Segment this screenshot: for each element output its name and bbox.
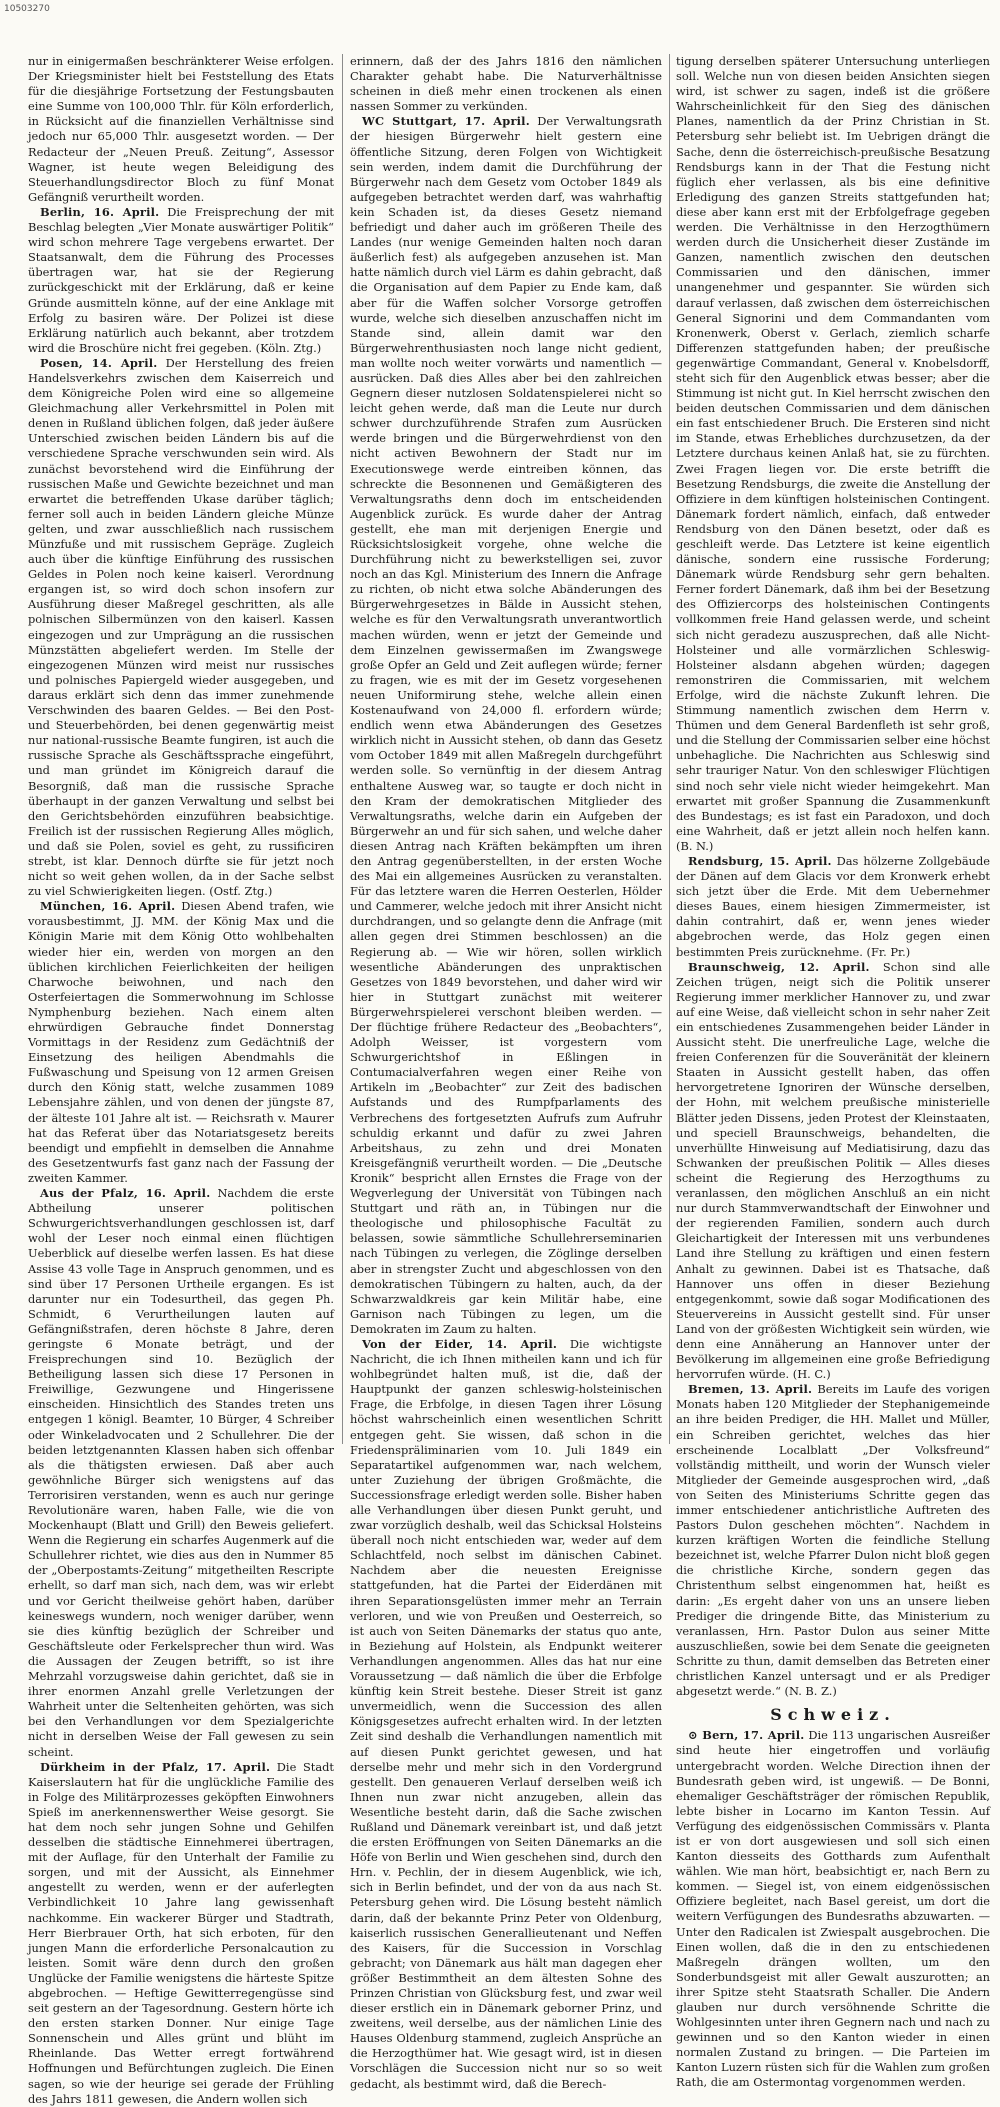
article-text: Die Freisprechung der mit Beschlag belegten „Vier Monate auswärtiger Politik“ wird schon mehrere Tage vergebens erwartet. Der Staatsanwalt, dem die Führung des Processes übertragen war, hat sie der Regierung zurückgeschickt mit der Erklärung, daß er keine Gründe ausmitteln könne, auf der eine Anklage mit Erfolg zu basiren wäre. Der Polizei ist diese Erklärung natürlich auch bekannt, aber trotzdem wird die Broschüre nicht frei gegeben. (Köln. Ztg.) [28, 204, 334, 355]
column-2 [350, 54, 663, 2091]
article-text: Nachdem die erste Abtheilung unserer politischen Schwurgerichtsverhandlungen geschlossen ist, darf wohl der Leser noch einmal einen flüchtigen Ueberblick auf dieselbe werfen lassen. Es hat diese Assise 43 volle Tage in Anspruch genommen, und es sind über 17 Personen Urtheile ergangen. Es ist darunter nur ein Todesurtheil, das gegen Ph. Schmidt, 6 Verurtheilungen lauten auf Gefängnißstrafen, deren höchste 8 Jahre, deren geringste 6 Monate beträgt, und der Freisprechungen sind 10. Bezüglich der Betheiligung lassen sich diese 17 Personen in Freiwillige, Gezwungene und Hingerissene einscheiden. Hinsichtlich des Standes treten uns entgegen 1 königl. Beamter, 10 Bürger, 4 Schreiber oder Winkeladvocaten und 2 Schullehrer. Die der beiden letztgenannten Klassen haben sich offenbar als die thätigsten erwiesen. Daß aber auch gewöhnliche Bürger sich wenigstens auf das Terrorisiren verstanden, wenn es auch nur geringe Revolutionäre waren, haben Falle, wie die von Mockenhaupt (Blatt und Grill) den Beweis geliefert. Wenn die Regierung ein scharfes Augenmerk auf die Schullehrer richtet, wie dies aus den in Nummer 85 der „Oberpostamts-Zeitung“ mitgetheilten Rescripte erhellt, so darf man sich, nach dem, was wir erlebt und vor Gericht theilweise gehört haben, darüber keineswegs wundern, noch weniger darüber, wenn sie dies künftig bezüglich der Schreiber und Geschäftsleute oder Ferkelsprecher thun wird. Was die Aussagen der Zeugen betrifft, so ist ihre Mehrzahl vorzugsweise dahin gerichtet, daß sie in ihrer enormen Anzahl grelle Verletzungen der Wahrheit unter die Seltenheiten gehörten, was sich bei den Verhandlungen vor dem Spezialgerichte nicht in derselben Weise der Fall gewesen zu sein scheint. [28, 1186, 334, 1759]
article-paragraph [28, 205, 334, 356]
column-rule [342, 54, 343, 1444]
dateline: Von der Eider, 14. April. [362, 1336, 558, 1351]
article-paragraph [28, 1760, 334, 2107]
dateline: ⊙ Bern, 17. April. [688, 1728, 805, 1743]
article-text: Die wichtigste Nachricht, die ich Ihnen mitheilen kann und ich für wohlbegründet halten muß, ist die, daß der Hauptpunkt der ganzen schleswig-holsteinischen Frage, die Erbfolge, in diesen Tagen ihrer Lösung höchst wahrscheinlich einen wesentlichen Schritt entgegen geht. Sie wissen, daß schon in die Friedenspräliminarien vom 10. Juli 1849 ein Separatartikel aufgenommen war, nach welchem, unter Zuziehung der übrigen Großmächte, die Successionsfrage erledigt werden solle. Bisher haben alle Verhandlungen über diesen Punkt geruht, und zwar vorzüglich deshalb, weil das Schicksal Holsteins überall noch nicht entschieden war, weder auf dem Schlachtfeld, noch selbst im dänischen Cabinet. Nachdem aber die neuesten Ereignisse stattgefunden, hat die Partei der Eiderdänen mit ihren Separationsgelüsten immer mehr an Terrain verloren, und wie von Preußen und Oesterreich, so ist auch von Seiten Dänemarks der status quo ante, in Beziehung auf Holstein, als Endpunkt weiterer Verhandlungen angenommen. Alles das hat nur eine Voraussetzung — daß nämlich die über die Erbfolge künftig kein Streit bestehe. Dieser Streit ist ganz unvermeidlich, wenn die Succession des allen Königsgesetzes aufrecht erhalten wird. In der letzten Zeit sind deshalb die Verhandlungen namentlich mit auf diesen Punkt gerichtet gewesen, und hat derselbe mehr und mehr sich in den Vordergrund gestellt. Den genaueren Verlauf derselben weiß ich Ihnen nun zwar nicht anzugeben, allein das Wesentliche besteht darin, daß die Sache zwischen Rußland und Dänemark vereinbart ist, und daß jetzt die ersten Eröffnungen von Seiten Dänemarks an die Höfe von Berlin und Wien geschehen sind, durch den Hrn. v. Pechlin, der in diesem Augenblick, wie ich, sich in Berlin befindet, und der von da aus nach St. Petersburg gehen wird. Die Lösung besteht nämlich darin, daß der bekannte Prinz Peter von Oldenburg, kaiserlich russischen Generallieutenant und Neffen des Kaisers, für die Succession in Vorschlag gebracht; von Dänemark aus hält man dagegen eher größer Bestimmtheit an dem ältesten Sohne des Prinzen Christian von Glücksburg fest, und zwar weil dieser erstlich ein in Dänemark geborner Prinz, und zweitens, weil derselbe, aus der nämlichen Linie des Hauses Oldenburg stammend, zugleich Ansprüche an die Herzogthümer hat. Wie gesagt wird, ist in diesen Vorschlägen die Succession nicht nur so so weit gedacht, als bestimmt wird, daß die Berech- [350, 1336, 663, 2091]
dateline: WC Stuttgart, 17. April. [362, 114, 530, 129]
dateline: Dürkheim in der Pfalz, 17. April. [40, 1759, 271, 1774]
article-paragraph [676, 854, 990, 960]
dateline: München, 16. April. [40, 899, 176, 914]
article-text: Schon sind alle Zeichen trügen, neigt sich die Politik unserer Regierung immer merklicher Hannover zu, und zwar auf eine Weise, daß vielleicht schon in sehr naher Zeit ein entschiedenes Zusammengehen beider Länder in Aussicht steht. Die unerfreuliche Lage, welche die freien Conferenzen für die Souveränität der kleinern Staaten in Aussicht gestellt haben, das offen hervorgetretene Ignoriren der Wünsche derselben, der Hohn, mit welchem preußische ministerielle Blätter jeden Dissens, jeden Protest der Kleinstaaten, und speciell Braunschweigs, behandelten, die unverhüllte Hinweisung auf Mediatisirung, dazu das Schwanken der preußischen Politik — Alles dieses scheint die Regierung des Herzogthums zu veranlassen, den möglichen Anschluß an ein nicht nur durch Stammverwandtschaft der Einwohner und der regierenden Familien, sondern auch durch Gleichartigkeit der Interessen mit uns verbundenes Land ihre Stellung zu kräftigen und einen festern Anhalt zu gewinnen. Dabei ist es Thatsache, daß Hannover uns offen in dieser Beziehung entgegenkommt, sowie daß sogar Modificationen des Steuervereins in Aussicht gestellt sind. Für unser Land von der größesten Wichtigkeit sein würden, wie denn eine Annäherung an Hannover unter der Bevölkerung im allgemeinen eine große Befriedigung hervorrufen würde. (H. C.) [676, 959, 990, 1382]
article-paragraph [676, 1728, 990, 2090]
article-text: Der Verwaltungsrath der hiesigen Bürgerwehr hielt gestern eine öffentliche Sitzung, deren Folgen von Wichtigkeit sein werden, indem damit die Durchführung der Bürgerwehr nach dem Gesetz vom October 1849 als aufgegeben betrachtet werden darf, was wahrhaftig kein Schaden ist, da dieses Gesetz niemand befriedigt und daher auch im größeren Theile des Landes (nur wenige Gemeinden halten noch daran äußerlich fest) als aufgegeben anzusehen ist. Man hatte nämlich durch viel Lärm es dahin gebracht, daß die Organisation auf dem Papier zu Ende kam, daß aber für die Waffen solcher Vorsorge getroffen wurde, welche sich dieselben anzuschaffen nicht im Stande sind, allein damit war den Bürgerwehrenthusiasten noch lange nicht gedient, man wollte noch weiter vorwärts und namentlich — ausrücken. Daß dies Alles aber bei den zahlreichen Gegnern dieser nutzlosen Soldatenspielerei nicht so leicht gehen werde, daß man die Leute nur durch schwer durchzuführende Strafen zum Ausrücken werde bringen und die Bürgerwehrdienst von den nicht activen Bewohnern der Stadt nur im Executionswege werde eintreiben können, das schreckte die Besonnenen und Gemäßigteren des Verwaltungsraths denn doch im entscheidenden Augenblick zurück. Es wurde daher der Antrag gestellt, ehe man mit derjenigen Energie und Rücksichtslosigkeit vorgehe, ohne welche die Durchführung nicht zu bewerkstelligen sei, zuvor noch an das Kgl. Ministerium des Innern die Anfrage zu richten, ob nicht etwa solche Abänderungen des Bürgerwehrgesetzes in Bälde in Aussicht stehen, welche es für den Verwaltungsrath unverantwortlich machen würden, wenn er jetzt der Gemeinde und dem Einzelnen gewissermaßen im Zwangswege große Opfer an Geld und Zeit auflegen würde; ferner zu fragen, wie es mit der im Gesetz vorgesehenen neuen Uniformirung stehe, welche allein einen Kostenaufwand von 24,000 fl. erfordern würde; endlich wenn etwa Abänderungen des Gesetzes wirklich nicht in Aussicht stehen, ob dann das Gesetz vom October 1849 mit allen Maßregeln durchgeführt werden solle. So vernünftig in der diesem Antrag enthaltene Ausweg war, so taugte er doch nicht in den Kram der demokratischen Mitglieder des Verwaltungsraths, welche darin ein Aufgeben der Bürgerwehr an und für sich sahen, und welche daher diesen Antrag nach Kräften bekämpften um ihren den Antrag gegenüberstellten, in der ersten Woche des Mai ein allgemeines Ausrücken zu veranstalten. Für das letztere waren die Herren Oesterlen, Hölder und Cammerer, welche jedoch mit ihrer Ansicht nicht durchdrangen, und so gelangte denn die Anfrage (mit allen gegen drei Stimmen beschlossen) an die Regierung ab. — Wie wir hören, sollen wirklich wesentliche Abänderungen des unpraktischen Gesetzes von 1849 bevorstehen, und daher wird wir hier in Stuttgart zunächst mit weiterer Bürgerwehrspielerei verschont bleiben werden. — Der flüchtige frühere Redacteur des „Beobachters“, Adolph Weisser, ist vorgestern vom Schwurgerichtshof in Eßlingen in Contumacialverfahren wegen einer Reihe von Artikeln im „Beobachter“ zur Zeit des badischen Aufstands und des Rumpfparlaments des Verbrechens des fortgesetzten Aufrufs zum Aufruhr schuldig erkannt und dafür zu zwei Jahren Arbeitshaus, zu zehn und drei Monaten Kreisgefängniß verurtheilt worden. — Die „Deutsche Kronik“ bespricht allen Ernstes die Frage von der Wegverlegung der Universität von Tübingen nach Stuttgart und räth an, in Tübingen nur die theologische und philosophische Facultät zu belassen, sowie sämmtliche Schullehrerseminarien nach Tübingen zu verlegen, die Zöglinge derselben aber in strengster Zucht und abgeschlossen von den demokratischen Tübingern zu halten, auch, da der Schwarzwaldkreis gar kein Militär habe, eine Garnison nach Tübingen zu legen, um die Demokraten im Zaum zu halten. [350, 114, 662, 1336]
article-paragraph [676, 1382, 990, 1699]
article-text: Die 113 ungarischen Ausreißer sind heute hier eingetroffen und vorläufig untergebracht worden. Welche Direction ihnen der Bundesrath geben wird, ist ungewiß. — De Bonni, ehemaliger Geschäftsträger der römischen Republik, lebte bisher in Locarno im Kanton Tessin. Auf Verfügung des eidgenössischen Commissärs v. Planta ist er von dort ausgewiesen und soll sich einen Kanton diesseits des Gotthards zum Aufenthalt wählen. Wie man hört, beabsichtigt er, nach Bern zu kommen. — Siegel ist, von einem eidgenössischen Offiziere begleitet, nach Basel gereist, um dort die weitern Verfügungen des Bundesraths abzuwarten. — Unter den Radicalen ist Zwiespalt ausgebrochen. Die Einen wollen, daß die in den zu entschiedenen Maßregeln drängen wollten, um den Sonderbundsgeist mit aller Gewalt auszurotten; an ihrer Spitze steht Staatsrath Schaller. Die Andern glauben nur durch versöhnende Schritte die Wohlgesinnten unter ihren Gegnern nach und nach zu gewinnen und so den Kanton wieder in einen normalen Zustand zu bringen. — Die Parteien im Kanton Luzern rüsten sich für die Wahlen zum großen Rath, die am Ostermontag vorgenommen werden. [676, 1728, 990, 2090]
dateline: Braunschweig, 12. April. [688, 959, 870, 974]
page-number: 10503270 [4, 4, 50, 14]
column-1 [28, 54, 335, 2106]
article-paragraph [350, 1337, 662, 2092]
article-text: Bereits im Laufe des vorigen Monats haben 120 Mitglieder der Stephanigemeinde an ihre beiden Prediger, die HH. Mallet und Müller, ein Schreiben gerichtet, welches das hier erscheinende Localblatt „Der Volksfreund“ vollständig mittheilt, und worin der Wunsch vieler Mitglieder der Gemeinde ausgesprochen wird, „daß von Seiten des Ministeriums Schritte gegen das immer entschiedener antichristliche Auftreten des Pastors Dulon geschehen möchten“. Nachdem in kurzen kräftigen Worten die feindliche Stellung bezeichnet ist, welche Pfarrer Dulon nicht bloß gegen die christliche Kirche, sondern gegen das Christenthum selbst eingenommen hat, heißt es darin: „Es ergeht daher von uns an unsere lieben Prediger die dringende Bitte, das Ministerium zu veranlassen, Hrn. Pastor Dulon aus seiner Mitte auszuschließen, sowie bei dem Senate die geeigneten Schritte zu thun, damit demselben das Betreten einer christlichen Kanzel untersagt und er als Prediger abgesetzt werde.“ (N. B. Z.) [676, 1382, 990, 1699]
article-paragraph [28, 899, 334, 1186]
dateline: Aus der Pfalz, 16. April. [40, 1186, 211, 1201]
column-3 [676, 54, 990, 2090]
dateline: Posen, 14. April. [40, 355, 158, 370]
article-text: Diesen Abend trafen, wie vorausbestimmt, JJ. MM. der König Max und die Königin Marie mit dem König Otto wohlbehalten wieder hier ein, werden von morgen an den üblichen kirchlichen Feierlichkeiten der heiligen Charwoche beiwohnen, und nach den Osterfeiertagen die Sommerwohnung im Schlosse Nymphenburg beziehen. Nach einem alten ehrwürdigen Gebrauche findet Donnerstag Vormittags in der Residenz zum Gedächtniß der Einsetzung des heiligen Abendmahls die Fußwaschung und Speisung von 12 armen Greisen durch den König statt, welche zusammen 1089 Lebensjahre zählen, und von denen der jüngste 87, der älteste 101 Jahre alt ist. — Reichsrath v. Maurer hat das Referat über das Notariatsgesetz bereits beendigt und empfiehlt in demselben die Annahme des Gesetzentwurfs fast ganz nach der Fassung der zweiten Kammer. [28, 899, 335, 1185]
article-text: Der Herstellung des freien Handelsverkehrs zwischen dem Kaiserreich und dem Königreiche Polen wird eine so allgemeine Gleichmachung aller Verkehrsmittel in Polen mit denen in Rußland üblichen folgen, daß jeder äußere Unterschied zwischen beiden Ländern bis auf die verschiedene Sprache verschwunden sein wird. Als zunächst bevorstehend wird die Einführung der russischen Maße und Gewichte bezeichnet und man erwartet die betreffenden Ukase darüber täglich; ferner soll auch in beiden Ländern gleiche Münze gelten, und zwar ausschließlich nach russischem Münzfuße und mit russischem Gepräge. Zugleich auch über die künftige Einführung des russischen Geldes in Polen noch keine kaiserl. Verordnung ergangen ist, so wird doch schon insofern zur Ausführung dieser Maßregel geschritten, als alle polnischen Silbermünzen von den kaiserl. Kassen eingezogen und zur Umprägung an die russischen Münzstätten abgeliefert werden. Im Stelle der eingezogenen Münzen wird meist nur russisches und polnisches Papiergeld wieder ausgegeben, und daraus erklärt sich denn das immer zunehmende Verschwinden des baaren Geldes. — Bei den Post- und Steuerbehörden, bei denen gegenwärtig meist nur national-russische Beamte fungiren, ist auch die russische Sprache als Geschäftssprache eingeführt, und man gründet im Königreich darauf die Besorgniß, daß man die russische Sprache überhaupt in der ganzen Verwaltung und selbst bei den Gerichtsbehörden einzuführen beabsichtige. Freilich ist der russischen Regierung Alles möglich, und daß sie Polen, soviel es geht, zu russificiren strebt, ist klar. Dennoch dürfte sie für jetzt noch nicht so weit gehen wollen, da in der Sache selbst zu viel Schwierigkeiten liegen. (Ostf. Ztg.) [28, 355, 334, 899]
article-paragraph: erinnern, daß der des Jahrs 1816 den nämlichen Charakter gehabt habe. Die Naturverhältnisse scheinen in dieß mehr einen trockenen als einen nassen Sommer zu verkünden. [350, 54, 662, 114]
dateline: Rendsburg, 15. April. [688, 853, 832, 868]
dateline: Berlin, 16. April. [40, 204, 160, 219]
article-paragraph: tigung derselben späterer Untersuchung unterliegen soll. Welche nun von diesen beiden Ansichten siegen wird, ist schwer zu sagen, indeß ist die größere Wahrscheinlichkeit für den Sieg des dänischen Planes, namentlich da der Prinz Christian in St. Petersburg sehr beliebt ist. Im Uebrigen drängt die Sache, denn die österreichisch-preußische Besatzung Rendsburgs kann in der That die Festung nicht füglich eher verlassen, als bis eine definitive Erledigung des ganzen Streits stattgefunden hat; diese aber kann erst mit der Erbfolgefrage gegeben werden. Die Verhältnisse in den Herzogthümern werden durch die Unsicherheit dieser Zustände im Ganzen, namentlich zwischen den deutschen Commissarien und den dänischen, immer unangenehmer und gespannter. Sie würden sich darauf verlassen, daß zwischen dem österreichischen General Signorini und dem Commandanten vom Kronenwerk, Oberst v. Gerlach, ziemlich scharfe Differenzen stattgefunden haben; der preußische gegenwärtige Commandant, General v. Knobelsdorff, steht sich für den Augenblick etwas besser; aber die Stimmung ist nicht gut. In Kiel herrscht zwischen den beiden deutschen Commissarien und dem dänischen ein fast entschiedener Bruch. Die Ersteren sind nicht im Stande, etwas Erhebliches durchzusetzen, da der Letztere durchaus keinen Anlaß hat, sie zu fürchten. Zwei Fragen liegen vor. Die erste betrifft die Besetzung Rendsburgs, die zweite die Anstellung der Offiziere in dem künftigen holsteinischen Contingent. Dänemark fordert nämlich, einfach, daß entweder Rendsburg von den Dänen besetzt, oder daß es geschleift werde. Das Letztere ist keine eigentlich dänische, sondern eine russische Forderung; Dänemark würde Rendsburg sehr gern behalten. Ferner fordert Dänemark, daß ihm bei der Besetzung des Offiziercorps des holsteinischen Contingents vollkommen freie Hand gelassen werde, und scheint sich nicht geradezu auszusprechen, daß alle Nicht-Holsteiner und alle vormärzlichen Schleswig-Holsteiner alsdann abgehen würden; dagegen remonstriren die Commissarien, mit welchem Erfolge, wird die nächste Zukunft lehren. Die Stimmung namentlich zwischen dem Herrn v. Thümen und dem General Bardenfleth ist sehr groß, und die Stellung der Commissarien selber eine höchst unbehagliche. Die Nachrichten aus Schleswig sind sehr trauriger Natur. Von den schleswiger Flüchtigen sind noch sehr viele nicht wieder heimgekehrt. Man erwartet mit großer Spannung die Zusammenkunft des Bundestags; es ist fast ein Paradoxon, und doch eine Wahrheit, daß er jetzt allein noch helfen kann. (B. N.) [676, 54, 990, 853]
section-heading: Schweiz. [770, 1705, 896, 1725]
article-paragraph [28, 356, 334, 899]
article-paragraph [350, 114, 662, 1337]
article-paragraph [676, 960, 990, 1383]
dateline: Bremen, 13. April. [688, 1382, 813, 1397]
article-paragraph: nur in einigermaßen beschränkterer Weise erfolgen. Der Kriegsminister hielt bei Feststellung des Etats für die diesjährige Fortsetzung der Festungsbauten eine Summe von 100,000 Thlr. für Köln erforderlich, in Rücksicht auf die finanziellen Verhältnisse sind jedoch nur 65,000 Thlr. ausgesetzt worden. — Der Redacteur der „Neuen Preuß. Zeitung“, Assessor Wagner, ist heute wegen Beleidigung des Steuerhandlungsdirector Bloch zu fünf Monat Gefängniß verurtheilt worden. [28, 54, 334, 204]
article-text: Die Stadt Kaiserslautern hat für die unglückliche Familie des in Folge des Militärprozesses geköpften Einwohners Spieß im anerkennenswerther Weise gesorgt. Sie hat dem noch sehr jungen Sohne und Gehilfen desselben die städtische Einnehmerei übertragen, mit der Auflage, für den Unterhalt der Familie zu sorgen, und mit der Aussicht, als Einnehmer angestellt zu werden, wenn er der auferlegten Verbindlichkeit 10 Jahre lang gewissenhaft nachkomme. Ein wackerer Bürger und Stadtrath, Herr Bierbrauer Orth, hat sich erboten, für den jungen Mann die erforderliche Personalcaution zu leisten. Somit wäre denn durch den großen Unglücke der Familie wenigstens die härteste Spitze abgebrochen. — Heftige Gewitterregengüsse sind seit gestern an der Tagesordnung. Gestern hörte ich den ersten starken Donner. Nur einige Tage Sonnenschein und Alles grünt und blüht im Rheinlande. Das Wetter erregt fortwährend Hoffnungen und Befürchtungen zugleich. Die Einen sagen, so wie der heurige sei gerade der Frühling des Jahrs 1811 gewesen, die Andern wollen sich [28, 1759, 334, 2106]
column-rule [669, 54, 670, 1444]
article-paragraph [28, 1186, 334, 1760]
article-text: Das hölzerne Zollgebäude der Dänen auf dem Glacis vor dem Kronwerk erhebt sich jetzt über die Erde. Mit dem Uebernehmer dieses Baues, einem hiesigen Zimmermeister, ist dahin contrahirt, daß er, wenn jenes wieder abgebrochen werde, das Holz gegen einen bestimmten Preis zurücknehme. (Fr. Pr.) [676, 853, 990, 959]
